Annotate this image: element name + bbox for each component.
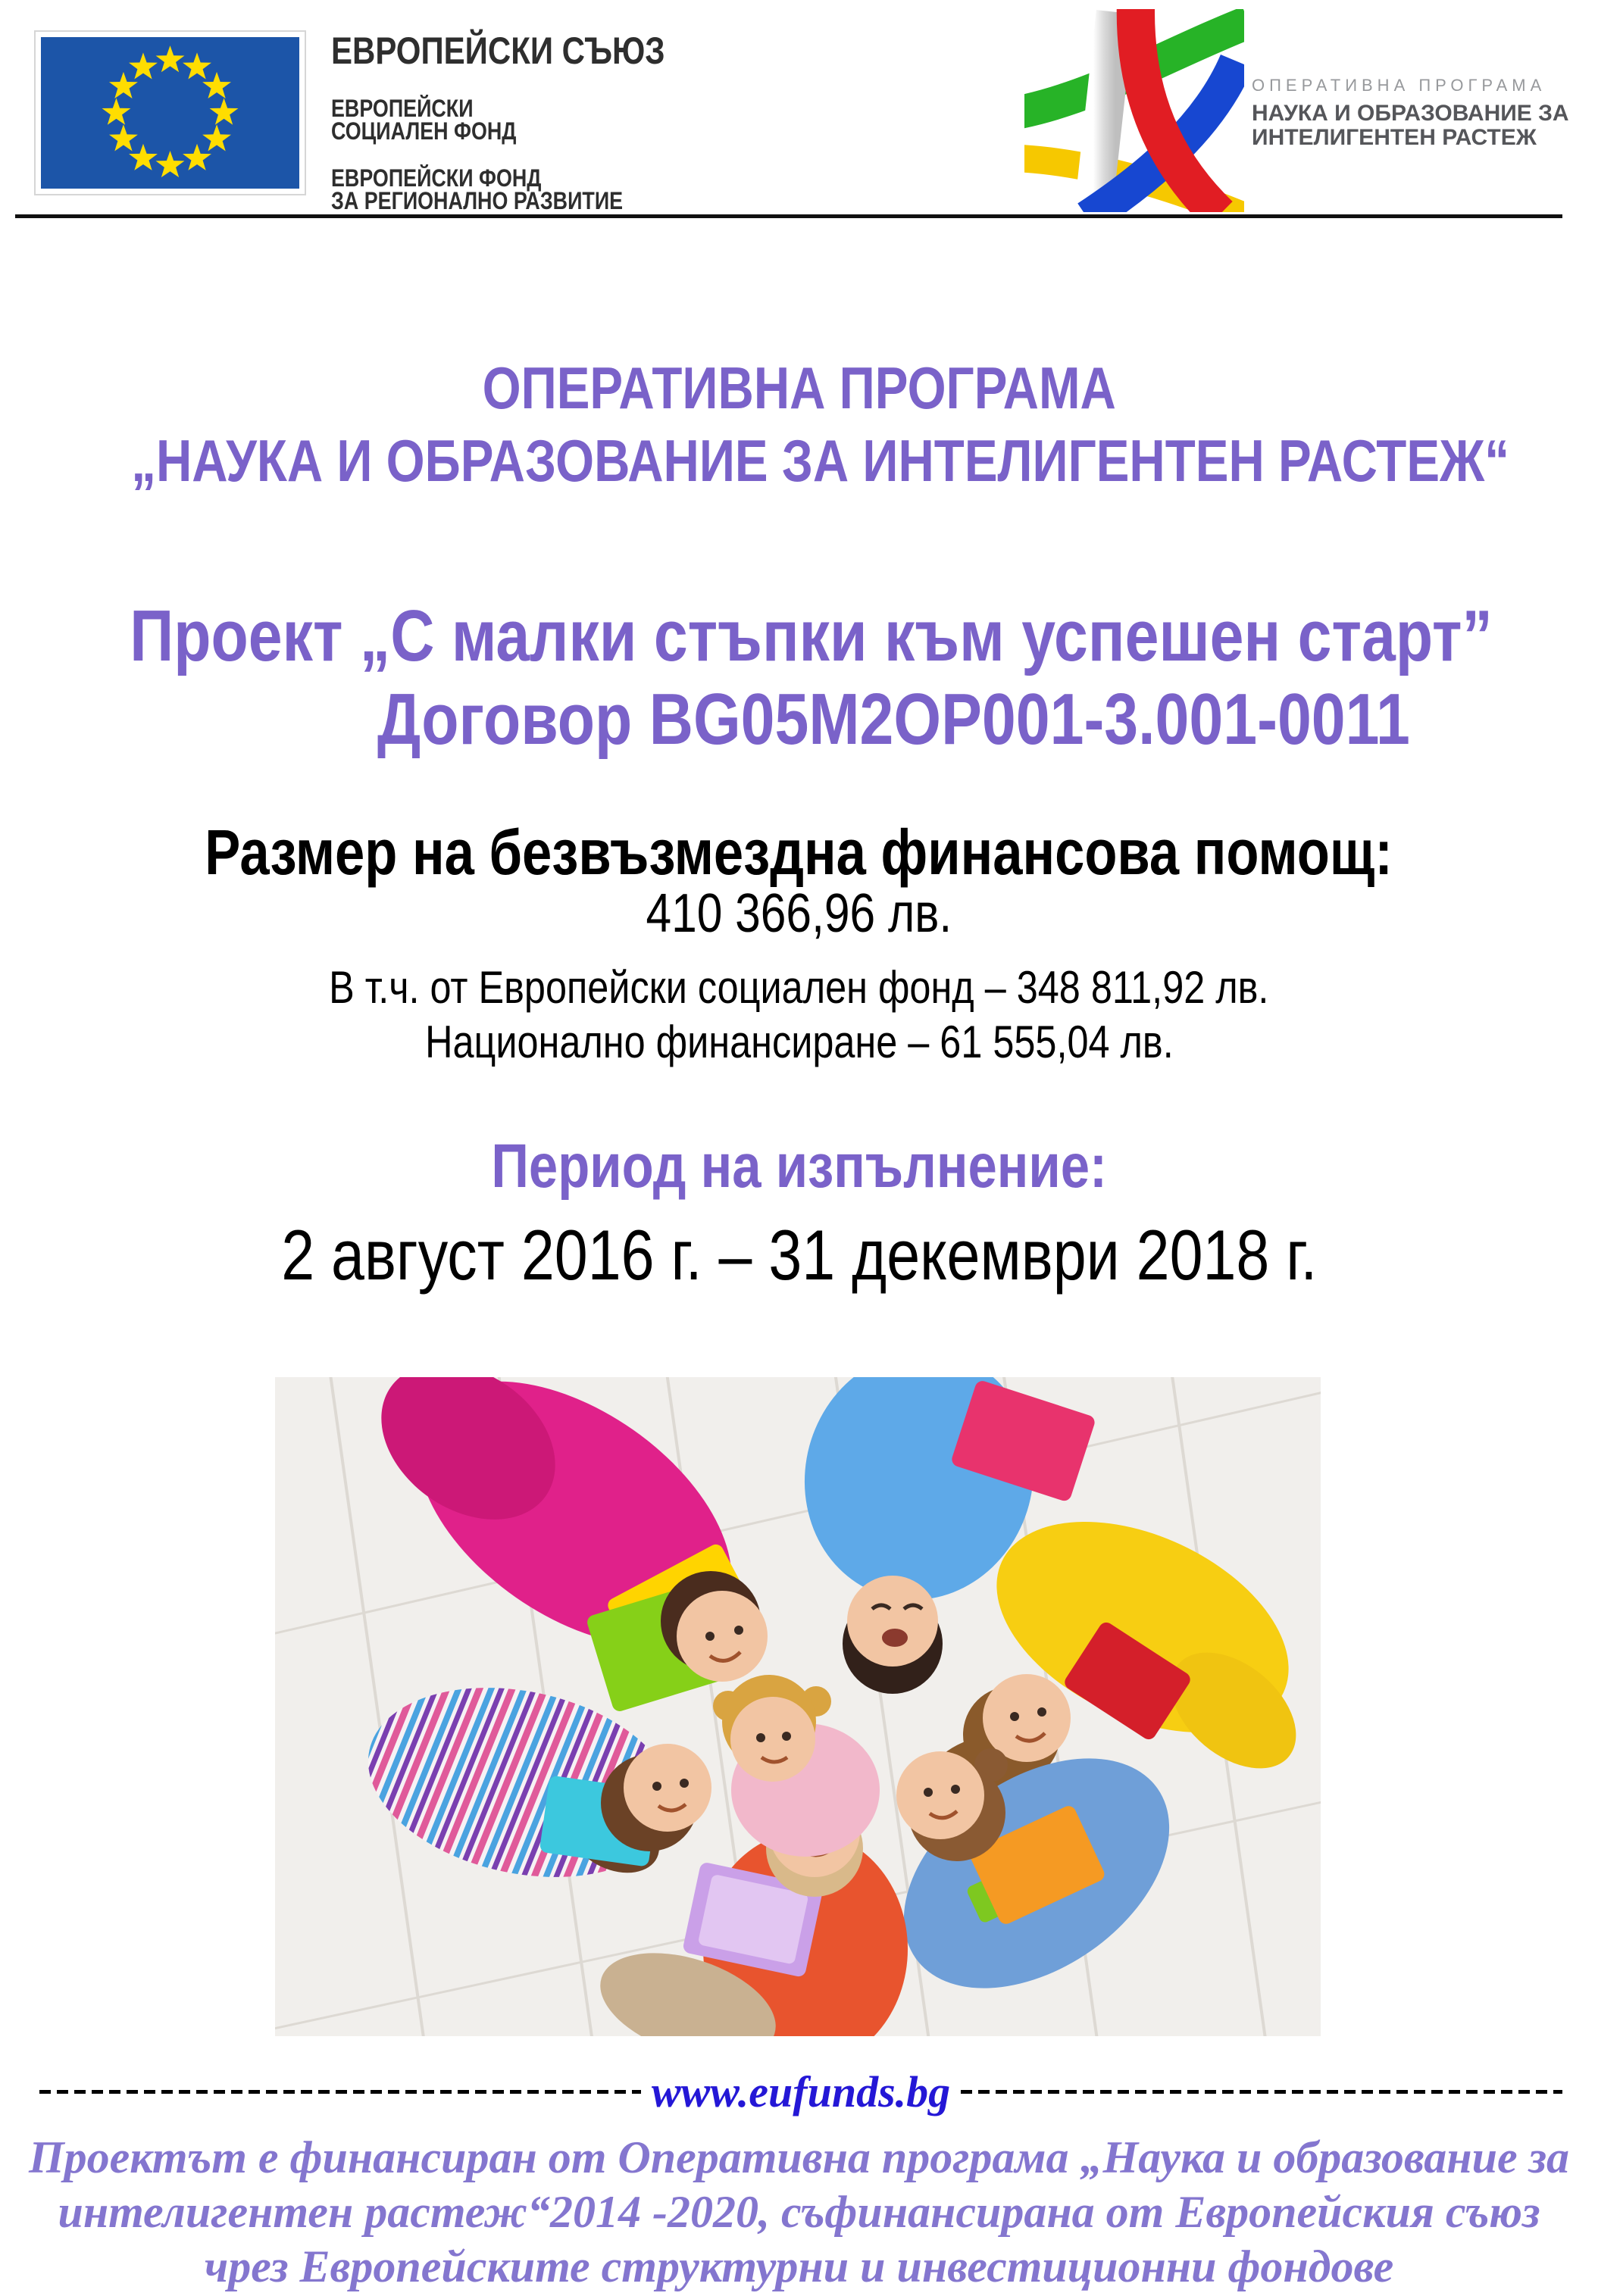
op-kicker-label: ОПЕРАТИВНА ПРОГРАМА [1252,76,1546,95]
grant-amount: 410 366,96 лв. [646,883,952,944]
eu-text-block [331,32,729,212]
esf-label-line2: СОЦИАЛЕН ФОНД [331,117,517,145]
header-divider [15,214,1562,218]
grant-esf-share: В т.ч. от Европейски социален фонд – 348 811,92 лв. [329,962,1269,1013]
eu-flag-icon [34,30,306,195]
period-heading: Период на изпълнение: [491,1132,1107,1201]
children-photo [275,1377,1321,2036]
esf-label-line1: ЕВРОПЕЙСКИ [331,95,474,122]
program-title-line2: „НАУКА И ОБРАЗОВАНИЕ ЗА ИНТЕЛИГЕНТЕН РАСТЕЖ“ [131,427,1510,494]
dash-line-right [961,2090,1562,2094]
project-title: Проект „С малки стъпки към успешен старт” [130,595,1493,676]
op-ribbons-svg [1024,9,1244,212]
grant-national-share: Национално финансиране – 61 555,04 лв. [424,1017,1174,1067]
op-name-line1: НАУКА И ОБРАЗОВАНИЕ ЗА [1252,101,1569,126]
funding-note-line3: чрез Европейските структурни и инвестиционни фондове [204,2241,1394,2291]
site-row [39,2062,1562,2121]
eufunds-link[interactable]: www.eufunds.bg [651,2066,951,2116]
eu-union-label: ЕВРОПЕЙСКИ СЪЮЗ [331,30,665,72]
funding-note [0,2130,1598,2294]
dash-line-left [39,2090,641,2094]
funding-note-line1: Проектът е финансиран от Оперативна програма „Наука и образование за [29,2132,1569,2182]
grant-heading: Размер на безвъзмездна финансова помощ: [205,817,1393,888]
period-dates: 2 август 2016 г. – 31 декември 2018 г. [280,1215,1318,1295]
eu-flag-svg [41,37,299,189]
contract-number: Договор BG05M2OP001-3.001-0011 [377,679,1411,760]
program-title-line1: ОПЕРАТИВНА ПРОГРАМА [482,355,1116,421]
erdf-label-line1: ЕВРОПЕЙСКИ ФОНД [331,164,542,192]
funding-note-line2: интелигентен растеж“2014 -2020, съфинансирана от Европейския съюз [58,2187,1540,2237]
erdf-label-line2: ЗА РЕГИОНАЛНО РАЗВИТИЕ [331,187,624,214]
op-name-line2: ИНТЕЛИГЕНТЕН РАСТЕЖ [1252,125,1537,150]
op-programme-logo-icon [1024,9,1244,212]
children-photo-svg [275,1377,1321,2036]
op-text-block [1252,77,1569,150]
